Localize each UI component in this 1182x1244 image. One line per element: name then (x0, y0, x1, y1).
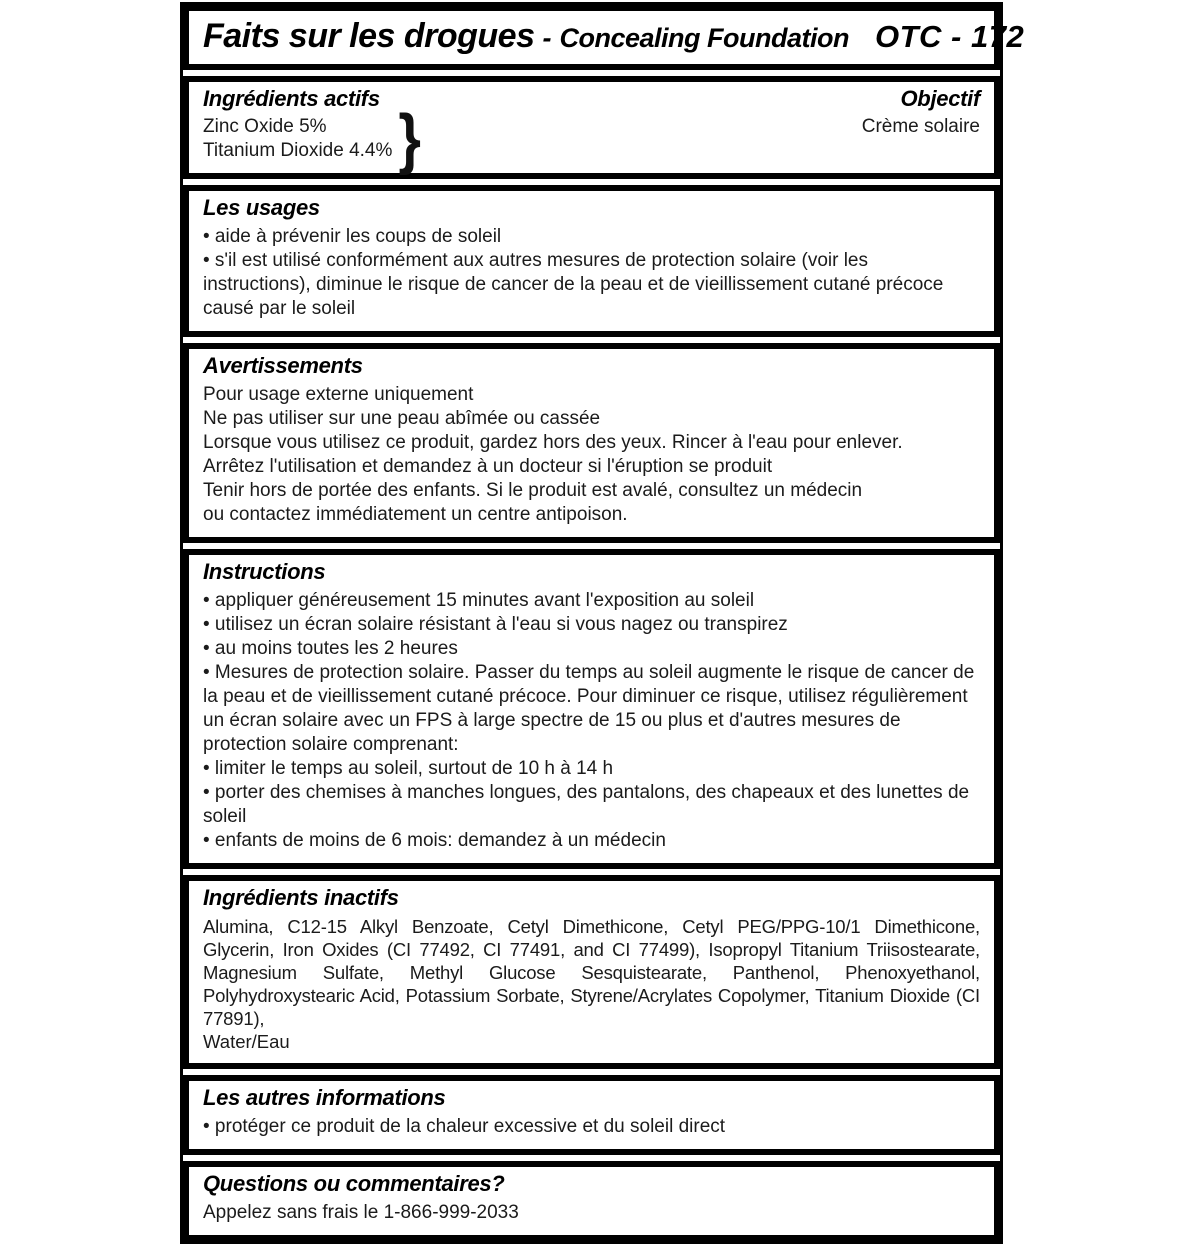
section-uses (183, 185, 1000, 337)
purpose-column (862, 86, 980, 163)
directions-bullet: • appliquer généreusement 15 minutes avant l'exposition au soleil (203, 590, 755, 611)
warnings-heading: Avertissements (203, 353, 363, 378)
directions-bullet: • Mesures de protection solaire. Passer du temps au soleil augmente le risque de cancer de la peau et de vieillissement cutané précoce. Pour diminuer ce risque, utilisez régulièrement un écran solaire avec un FPS à large spectre de 15 ou plus et d'autres mesures de protection solaire comprenant: (203, 662, 975, 755)
purpose-value: Crème solaire (861, 116, 980, 137)
product-name: Concealing Foundation (559, 23, 849, 53)
questions-heading: Questions ou commentaires? (203, 1171, 505, 1196)
product-code: OTC - 172 (874, 19, 1025, 54)
warning-line: Ne pas utiliser sur une peau abîmée ou cassée (203, 408, 601, 429)
section-other-information (183, 1075, 1000, 1155)
active-ingredients-rows (203, 101, 421, 176)
brace-glyph: } (398, 101, 421, 176)
section-active-ingredients (183, 76, 1000, 179)
inactive-ingredients-heading: Ingrédients inactifs (203, 885, 399, 910)
directions-bullet: • porter des chemises à manches longues, des pantalons, des chapeaux et des lunettes de soleil (203, 782, 970, 827)
warning-line: Tenir hors de portée des enfants. Si le produit est avalé, consultez un médecin (203, 480, 863, 501)
other-information-bullet: • protéger ce produit de la chaleur excessive et du soleil direct (203, 1116, 726, 1137)
directions-heading: Instructions (203, 559, 326, 584)
warning-line: ou contactez immédiatement un centre antipoison. (203, 504, 628, 525)
section-questions (183, 1161, 1000, 1241)
title-bar (183, 5, 1025, 70)
directions-bullet: • au moins toutes les 2 heures (203, 638, 458, 659)
warning-line: Arrêtez l'utilisation et demandez à un docteur si l'éruption se produit (203, 456, 773, 477)
uses-heading: Les usages (203, 195, 320, 220)
uses-bullet: • s'il est utilisé conformément aux autres mesures de protection solaire (voir les instructions), diminue le risque de cancer de la peau et de vieillissement cutané précoce causé par le soleil (203, 250, 944, 319)
inactive-ingredients-water: Water/Eau (203, 1031, 290, 1052)
active-ingredient-titanium: Titanium Dioxide 4.4% (203, 140, 393, 161)
drug-facts-label (180, 2, 1025, 1244)
purpose-heading: Objectif (900, 86, 980, 111)
title-dash: - (542, 23, 552, 53)
directions-bullet: • enfants de moins de 6 mois: demandez à un médecin (203, 830, 666, 851)
section-inactive-ingredients (183, 875, 1000, 1069)
active-ingredients-heading: Ingrédients actifs (203, 86, 380, 111)
section-directions (183, 549, 1000, 869)
active-ingredient-zinc: Zinc Oxide 5% (203, 116, 327, 137)
warning-line: Pour usage externe uniquement (203, 384, 474, 405)
uses-bullet: • aide à prévenir les coups de soleil (203, 226, 502, 247)
label-title: Faits sur les drogues (203, 17, 535, 55)
directions-bullet: • limiter le temps au soleil, surtout de 10 h à 14 h (203, 758, 614, 779)
warning-line: Lorsque vous utilisez ce produit, gardez hors des yeux. Rincer à l'eau pour enlever. (203, 432, 903, 453)
questions-phone-line: Appelez sans frais le 1-866-999-2033 (203, 1202, 519, 1223)
directions-bullet: • utilisez un écran solaire résistant à l'eau si vous nagez ou transpirez (203, 614, 788, 635)
inactive-ingredients-text: Alumina, C12-15 Alkyl Benzoate, Cetyl Dimethicone, Cetyl PEG/PPG-10/1 Dimethicone, Glycerin, Iron Oxides (CI 77492, CI 77491, and CI 77499), Isopropyl Titanium Triisostearate, Magnesium Sulfate, Methyl Glucose Sesquistearate, Panthenol, Phenoxyethanol, Polyhydroxystearic Acid, Potassium Sorbate, Styrene/Acrylates Copolymer, Titanium Dioxide (CI 77891), (203, 916, 980, 1029)
active-ingredients-column (203, 86, 421, 176)
other-information-heading: Les autres informations (203, 1085, 446, 1110)
section-warnings (183, 343, 1000, 543)
